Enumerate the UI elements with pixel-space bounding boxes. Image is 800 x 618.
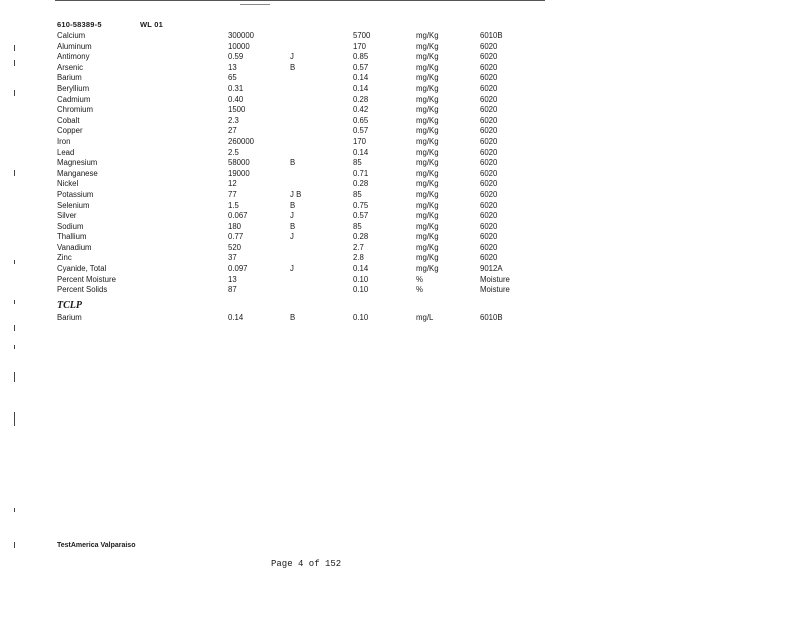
reporting-limit-cell: 0.14 bbox=[353, 83, 369, 93]
qualifier-cell: J bbox=[290, 264, 294, 274]
reporting-limit-cell: 0.10 bbox=[353, 313, 369, 322]
unit-cell: mg/Kg bbox=[416, 94, 439, 104]
sample-id: 610-58389-5 bbox=[57, 20, 102, 29]
reporting-limit-cell: 170 bbox=[353, 41, 367, 51]
reporting-limit-cell: 0.14 bbox=[353, 73, 369, 83]
margin-mark bbox=[14, 90, 15, 96]
unit-cell: mg/Kg bbox=[416, 232, 439, 242]
margin-mark bbox=[14, 345, 15, 349]
method-cell: 6020 bbox=[480, 136, 498, 146]
section-title-tclp: TCLP bbox=[57, 300, 82, 311]
analyte-cell: Selenium bbox=[57, 200, 90, 210]
reporting-limit-cell: 2.7 bbox=[353, 242, 364, 252]
qualifier-cell: B bbox=[290, 62, 296, 72]
unit-cell: mg/Kg bbox=[416, 52, 439, 62]
analyte-cell: Chromium bbox=[57, 105, 93, 115]
analyte-cell: Lead bbox=[57, 147, 75, 157]
qualifier-cell: B bbox=[290, 200, 296, 210]
reporting-limit-cell: 0.65 bbox=[353, 115, 369, 125]
analyte-cell: Percent Solids bbox=[57, 285, 108, 295]
margin-mark bbox=[14, 508, 15, 512]
table-row bbox=[0, 105, 800, 116]
table-row bbox=[0, 201, 800, 212]
analyte-cell: Potassium bbox=[57, 189, 94, 199]
analyte-cell: Sodium bbox=[57, 221, 84, 231]
result-cell: 37 bbox=[228, 253, 237, 263]
method-cell: Moisture bbox=[480, 274, 510, 284]
reporting-limit-cell: 85 bbox=[353, 221, 362, 231]
qualifier-cell: B bbox=[290, 313, 296, 322]
unit-cell: mg/Kg bbox=[416, 41, 439, 51]
analyte-cell: Antimony bbox=[57, 52, 90, 62]
unit-cell: mg/Kg bbox=[416, 83, 439, 93]
qualifier-cell: J bbox=[290, 211, 294, 221]
margin-mark bbox=[14, 372, 15, 382]
table-row bbox=[0, 84, 800, 95]
margin-mark bbox=[14, 325, 15, 331]
result-cell: 520 bbox=[228, 242, 242, 252]
result-cell: 2.5 bbox=[228, 147, 239, 157]
unit-cell: mg/Kg bbox=[416, 31, 439, 40]
reporting-limit-cell: 0.14 bbox=[353, 147, 369, 157]
analyte-cell: Copper bbox=[57, 126, 83, 136]
table-row bbox=[0, 148, 800, 159]
reporting-limit-cell: 0.85 bbox=[353, 52, 369, 62]
margin-mark bbox=[14, 412, 15, 426]
method-cell: 6020 bbox=[480, 83, 498, 93]
unit-cell: mg/Kg bbox=[416, 168, 439, 178]
method-cell: 6020 bbox=[480, 211, 498, 221]
result-cell: 180 bbox=[228, 221, 242, 231]
reporting-limit-cell: 2.8 bbox=[353, 253, 364, 263]
reporting-limit-cell: 85 bbox=[353, 189, 362, 199]
table-row bbox=[0, 264, 800, 275]
table-row bbox=[0, 243, 800, 254]
reporting-limit-cell: 0.28 bbox=[353, 179, 369, 189]
table-row bbox=[0, 312, 800, 323]
method-cell: 6020 bbox=[480, 200, 498, 210]
table-row bbox=[0, 95, 800, 106]
result-cell: 0.067 bbox=[228, 211, 248, 221]
table-row bbox=[0, 52, 800, 63]
qualifier-cell: J bbox=[290, 232, 294, 242]
result-cell: 27 bbox=[228, 126, 237, 136]
method-cell: 6020 bbox=[480, 126, 498, 136]
sample-location: WL 01 bbox=[140, 20, 163, 29]
result-cell: 13 bbox=[228, 62, 237, 72]
result-cell: 1.5 bbox=[228, 200, 239, 210]
analyte-cell: Beryllium bbox=[57, 83, 90, 93]
analyte-cell: Thallium bbox=[57, 232, 87, 242]
table-row bbox=[0, 158, 800, 169]
unit-cell: mg/L bbox=[416, 313, 434, 322]
unit-cell: mg/Kg bbox=[416, 136, 439, 146]
margin-mark bbox=[14, 170, 15, 176]
method-cell: 6020 bbox=[480, 232, 498, 242]
table-row bbox=[0, 63, 800, 74]
table-row bbox=[0, 190, 800, 201]
analyte-cell: Arsenic bbox=[57, 62, 83, 72]
result-cell: 0.59 bbox=[228, 52, 244, 62]
result-cell: 58000 bbox=[228, 158, 250, 168]
reporting-limit-cell: 0.28 bbox=[353, 94, 369, 104]
analyte-cell: Zinc bbox=[57, 253, 72, 263]
analyte-cell: Nickel bbox=[57, 179, 79, 189]
method-cell: 9012A bbox=[480, 264, 503, 274]
reporting-limit-cell: 0.57 bbox=[353, 211, 369, 221]
result-cell: 0.40 bbox=[228, 94, 244, 104]
top-rule bbox=[55, 0, 545, 1]
result-cell: 2.3 bbox=[228, 115, 239, 125]
unit-cell: % bbox=[416, 285, 423, 295]
margin-mark bbox=[14, 60, 15, 66]
unit-cell: mg/Kg bbox=[416, 211, 439, 221]
analyte-cell: Calcium bbox=[57, 31, 86, 40]
table-row bbox=[0, 169, 800, 180]
result-cell: 19000 bbox=[228, 168, 250, 178]
margin-mark bbox=[14, 260, 15, 264]
analyte-cell: Manganese bbox=[57, 168, 98, 178]
analyte-cell: Barium bbox=[57, 313, 82, 322]
unit-cell: mg/Kg bbox=[416, 73, 439, 83]
unit-cell: mg/Kg bbox=[416, 115, 439, 125]
method-cell: 6020 bbox=[480, 62, 498, 72]
table-row bbox=[0, 285, 800, 296]
unit-cell: mg/Kg bbox=[416, 147, 439, 157]
result-cell: 13 bbox=[228, 274, 237, 284]
result-cell: 0.77 bbox=[228, 232, 244, 242]
reporting-limit-cell: 0.14 bbox=[353, 264, 369, 274]
table-row bbox=[0, 116, 800, 127]
unit-cell: mg/Kg bbox=[416, 221, 439, 231]
unit-cell: mg/Kg bbox=[416, 264, 439, 274]
result-cell: 12 bbox=[228, 179, 237, 189]
qualifier-cell: B bbox=[290, 221, 296, 231]
unit-cell: mg/Kg bbox=[416, 189, 439, 199]
table-row bbox=[0, 137, 800, 148]
analyte-cell: Cobalt bbox=[57, 115, 80, 125]
result-cell: 300000 bbox=[228, 31, 255, 40]
reporting-limit-cell: 0.71 bbox=[353, 168, 369, 178]
reporting-limit-cell: 0.42 bbox=[353, 105, 369, 115]
analyte-cell: Iron bbox=[57, 136, 71, 146]
method-cell: 6020 bbox=[480, 52, 498, 62]
reporting-limit-cell: 0.57 bbox=[353, 62, 369, 72]
top-rule-short bbox=[240, 4, 270, 5]
analyte-cell: Silver bbox=[57, 211, 77, 221]
method-cell: 6020 bbox=[480, 253, 498, 263]
method-cell: 6020 bbox=[480, 189, 498, 199]
reporting-limit-cell: 5700 bbox=[353, 31, 371, 40]
lab-name: TestAmerica Valparaiso bbox=[57, 542, 136, 549]
unit-cell: mg/Kg bbox=[416, 126, 439, 136]
page-number: Page 4 of 152 bbox=[271, 559, 342, 569]
reporting-limit-cell: 0.10 bbox=[353, 285, 369, 295]
table-row bbox=[0, 232, 800, 243]
table-row bbox=[0, 253, 800, 264]
table-row bbox=[0, 31, 800, 42]
table-row bbox=[0, 222, 800, 233]
result-cell: 77 bbox=[228, 189, 237, 199]
qualifier-cell: J bbox=[290, 52, 294, 62]
method-cell: 6010B bbox=[480, 31, 503, 40]
reporting-limit-cell: 85 bbox=[353, 158, 362, 168]
table-row bbox=[0, 73, 800, 84]
method-cell: 6020 bbox=[480, 41, 498, 51]
analyte-cell: Vanadium bbox=[57, 242, 92, 252]
analyte-cell: Barium bbox=[57, 73, 82, 83]
method-cell: 6020 bbox=[480, 179, 498, 189]
result-cell: 0.14 bbox=[228, 313, 244, 322]
method-cell: 6020 bbox=[480, 242, 498, 252]
unit-cell: mg/Kg bbox=[416, 200, 439, 210]
qualifier-cell: B bbox=[290, 158, 296, 168]
result-cell: 1500 bbox=[228, 105, 246, 115]
method-cell: 6020 bbox=[480, 94, 498, 104]
margin-mark bbox=[14, 45, 15, 51]
method-cell: 6020 bbox=[480, 73, 498, 83]
table-row bbox=[0, 126, 800, 137]
unit-cell: mg/Kg bbox=[416, 105, 439, 115]
reporting-limit-cell: 170 bbox=[353, 136, 367, 146]
margin-mark bbox=[14, 542, 15, 548]
table-row bbox=[0, 179, 800, 190]
table-row bbox=[0, 42, 800, 53]
analyte-cell: Aluminum bbox=[57, 41, 92, 51]
method-cell: 6010B bbox=[480, 313, 503, 322]
table-row bbox=[0, 211, 800, 222]
unit-cell: mg/Kg bbox=[416, 179, 439, 189]
method-cell: 6020 bbox=[480, 168, 498, 178]
reporting-limit-cell: 0.10 bbox=[353, 274, 369, 284]
results-table bbox=[0, 31, 800, 296]
reporting-limit-cell: 0.28 bbox=[353, 232, 369, 242]
result-cell: 260000 bbox=[228, 136, 255, 146]
method-cell: 6020 bbox=[480, 115, 498, 125]
result-cell: 0.097 bbox=[228, 264, 248, 274]
unit-cell: mg/Kg bbox=[416, 242, 439, 252]
result-cell: 10000 bbox=[228, 41, 250, 51]
reporting-limit-cell: 0.75 bbox=[353, 200, 369, 210]
analyte-cell: Cadmium bbox=[57, 94, 91, 104]
method-cell: 6020 bbox=[480, 158, 498, 168]
unit-cell: % bbox=[416, 274, 423, 284]
analyte-cell: Cyanide, Total bbox=[57, 264, 107, 274]
result-cell: 0.31 bbox=[228, 83, 244, 93]
method-cell: 6020 bbox=[480, 221, 498, 231]
method-cell: Moisture bbox=[480, 285, 510, 295]
unit-cell: mg/Kg bbox=[416, 62, 439, 72]
method-cell: 6020 bbox=[480, 147, 498, 157]
table-row bbox=[0, 275, 800, 286]
result-cell: 87 bbox=[228, 285, 237, 295]
analyte-cell: Percent Moisture bbox=[57, 274, 116, 284]
method-cell: 6020 bbox=[480, 105, 498, 115]
reporting-limit-cell: 0.57 bbox=[353, 126, 369, 136]
analyte-cell: Magnesium bbox=[57, 158, 98, 168]
result-cell: 65 bbox=[228, 73, 237, 83]
unit-cell: mg/Kg bbox=[416, 253, 439, 263]
unit-cell: mg/Kg bbox=[416, 158, 439, 168]
qualifier-cell: J B bbox=[290, 189, 302, 199]
margin-mark bbox=[14, 300, 15, 304]
